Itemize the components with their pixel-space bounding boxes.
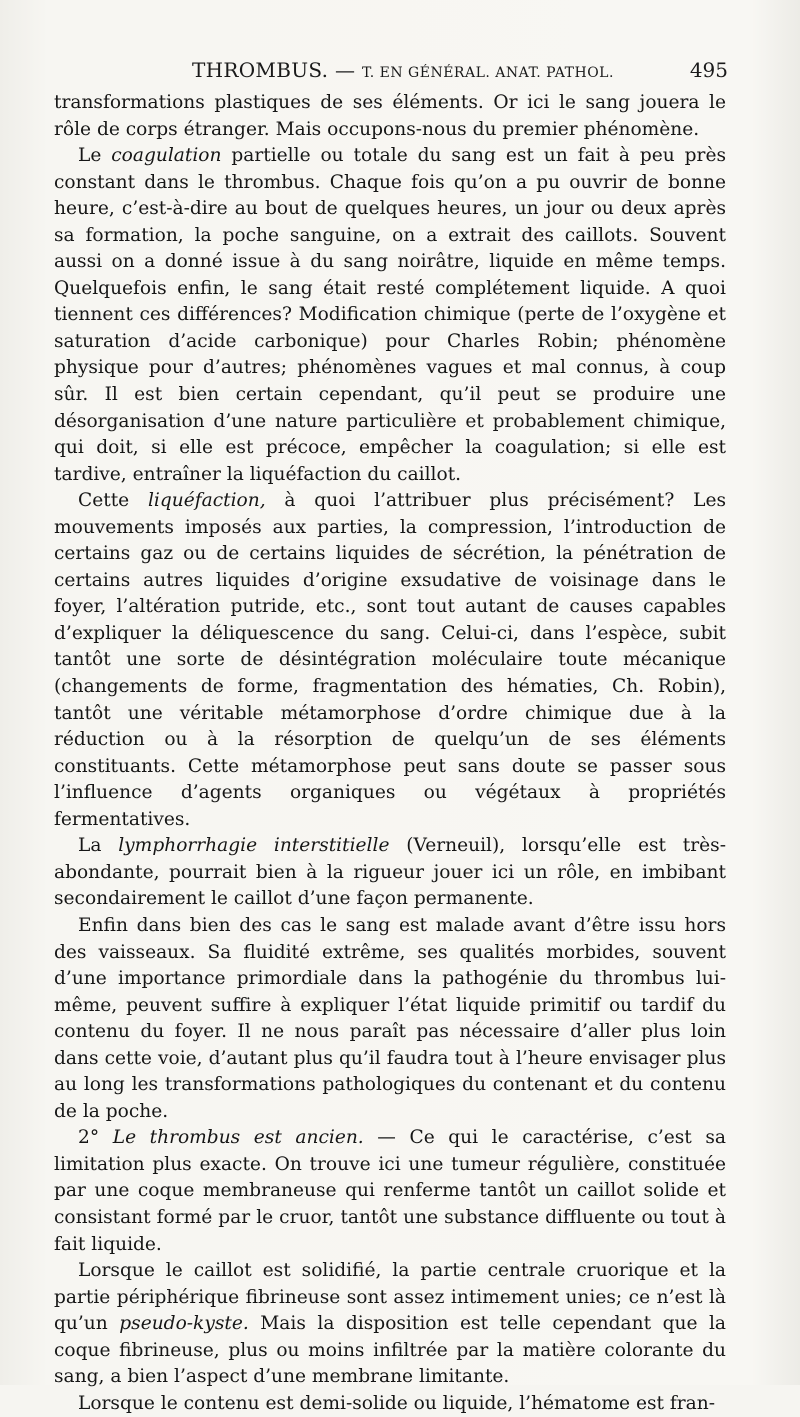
paragraph-4-term: lymphorrhagie interstitielle [118,835,390,857]
paragraph-2-lead: Le [78,145,112,167]
paragraph-7-term: pseudo-kyste. [119,1313,249,1335]
paragraph-3-term: liquéfaction, [147,490,266,512]
paragraph-3 [54,488,726,833]
running-header [52,58,728,88]
paragraph-6-term: Le thrombus est ancien. [112,1127,364,1149]
paragraph-1-text: transformations plastiques de ses éléments. Or ici le sang jouera le rôle de corps étranger. Mais occupons-nous du premier phénomène. [54,92,726,140]
paragraph-6 [54,1125,726,1258]
paragraph-1 [54,90,726,143]
paragraph-5-text: Enfin dans bien des cas le sang est malade avant d’être issu hors des vaisseaux. Sa fluidité extrême, ses qualités morbides, souvent d’une importance primordiale dans la pathogénie du thrombus lui-même, peuvent suffire à expliquer l’état liquide primitif ou tardif du contenu du foyer. Il ne nous paraît pas nécessaire d’aller plus loin dans cette voie, d’autant plus qu’il faudra tout à l’heure envisager plus au long les transformations pathologiques du contenant et du contenu de la poche. [54,914,726,1122]
body-text [54,90,726,1417]
paragraph-8-text: Lorsque le contenu est demi-solide ou liquide, l’hématome est fran- [78,1392,716,1414]
paragraph-6-lead: 2° [78,1127,113,1149]
paragraph-4-text: (Verneuil), lorsqu’elle est très-abondante, pourrait bien à la rigueur jouer ici un rôle, en imbibant secondairement le caillot d’une façon permanente. [54,835,726,910]
paragraph-7-text: Mais la disposition est telle cependant que la coque fibrineuse, plus ou moins infiltrée par la matière colorante du sang, a bien l’aspect d’une membrane limitante. [54,1313,726,1388]
running-title-sub: T. EN GÉNÉRAL. ANAT. PATHOL. [361,65,614,81]
paragraph-4-lead: La [78,835,119,857]
paragraph-2-text: partielle ou totale du sang est un fait à peu près constant dans le thrombus. Chaque fois qu’on a pu ouvrir de bonne heure, c’est-à-dire au bout de quelques heures, un jour ou deux après sa formation, la poche sanguine, on a extrait des caillots. Souvent aussi on a donné issue à du sang noirâtre, liquide en même temps. Quelquefois enfin, le sang était resté complétement liquide. A quoi tiennent ces différences? Modification chimique (perte de l’oxygène et saturation d’acide carbonique) pour Charles Robin; phénomène physique pour d’autres; phénomènes vagues et mal connus, à coup sûr. Il est bien certain cependant, qu’il peut se produire une désorganisation d’une nature particulière et probablement chimique, qui doit, si elle est précoce, empêcher la coagulation; si elle est tardive, entraîner la liquéfaction du caillot. [54,145,726,485]
paragraph-2-term: coagulation [111,145,222,167]
paragraph-8 [54,1391,726,1417]
page-number: 495 [689,58,728,82]
paragraph-3-text: à quoi l’attribuer plus précisément? Les mouvements imposés aux parties, la compression, l’introduction de certains gaz ou de certains liquides de sécrétion, la pénétration de certains autres liquides d’origine exsudative de voisinage dans le foyer, l’altération putride, etc., sont tout autant de causes capables d’expliquer la déliquescence du sang. Celui-ci, dans l’espèce, subit tantôt une sorte de désintégration moléculaire toute mécanique (changements de forme, fragmentation des hématies, Ch. Robin), tantôt une véritable métamorphose d’ordre chimique due à la réduction ou à la résorption de quelqu’un de ses éléments constituants. Cette métamorphose peut sans doute se passer sous l’influence d’agents organiques ou végétaux à propriétés fermentatives. [54,490,727,830]
paragraph-5 [54,913,726,1125]
running-title [192,58,614,82]
paragraph-7-lead: Lorsque le caillot est solidifié, la partie centrale cruorique et la partie périphérique fibrineuse sont assez intimement unies; ce n’est là qu’un [54,1260,726,1335]
paragraph-4 [54,833,726,913]
paragraph-6-text: — Ce qui le caractérise, c’est sa limitation plus exacte. On trouve ici une tumeur régulière, constituée par une coque membraneuse qui renferme tantôt un caillot solide et consistant formé par le cruor, tantôt une substance diffluente ou tout à fait liquide. [54,1127,726,1255]
running-title-dash: — [328,58,362,82]
running-title-main: THROMBUS. [192,58,329,82]
paragraph-7 [54,1258,726,1391]
paragraph-2 [54,143,726,488]
paragraph-3-lead: Cette [78,490,148,512]
